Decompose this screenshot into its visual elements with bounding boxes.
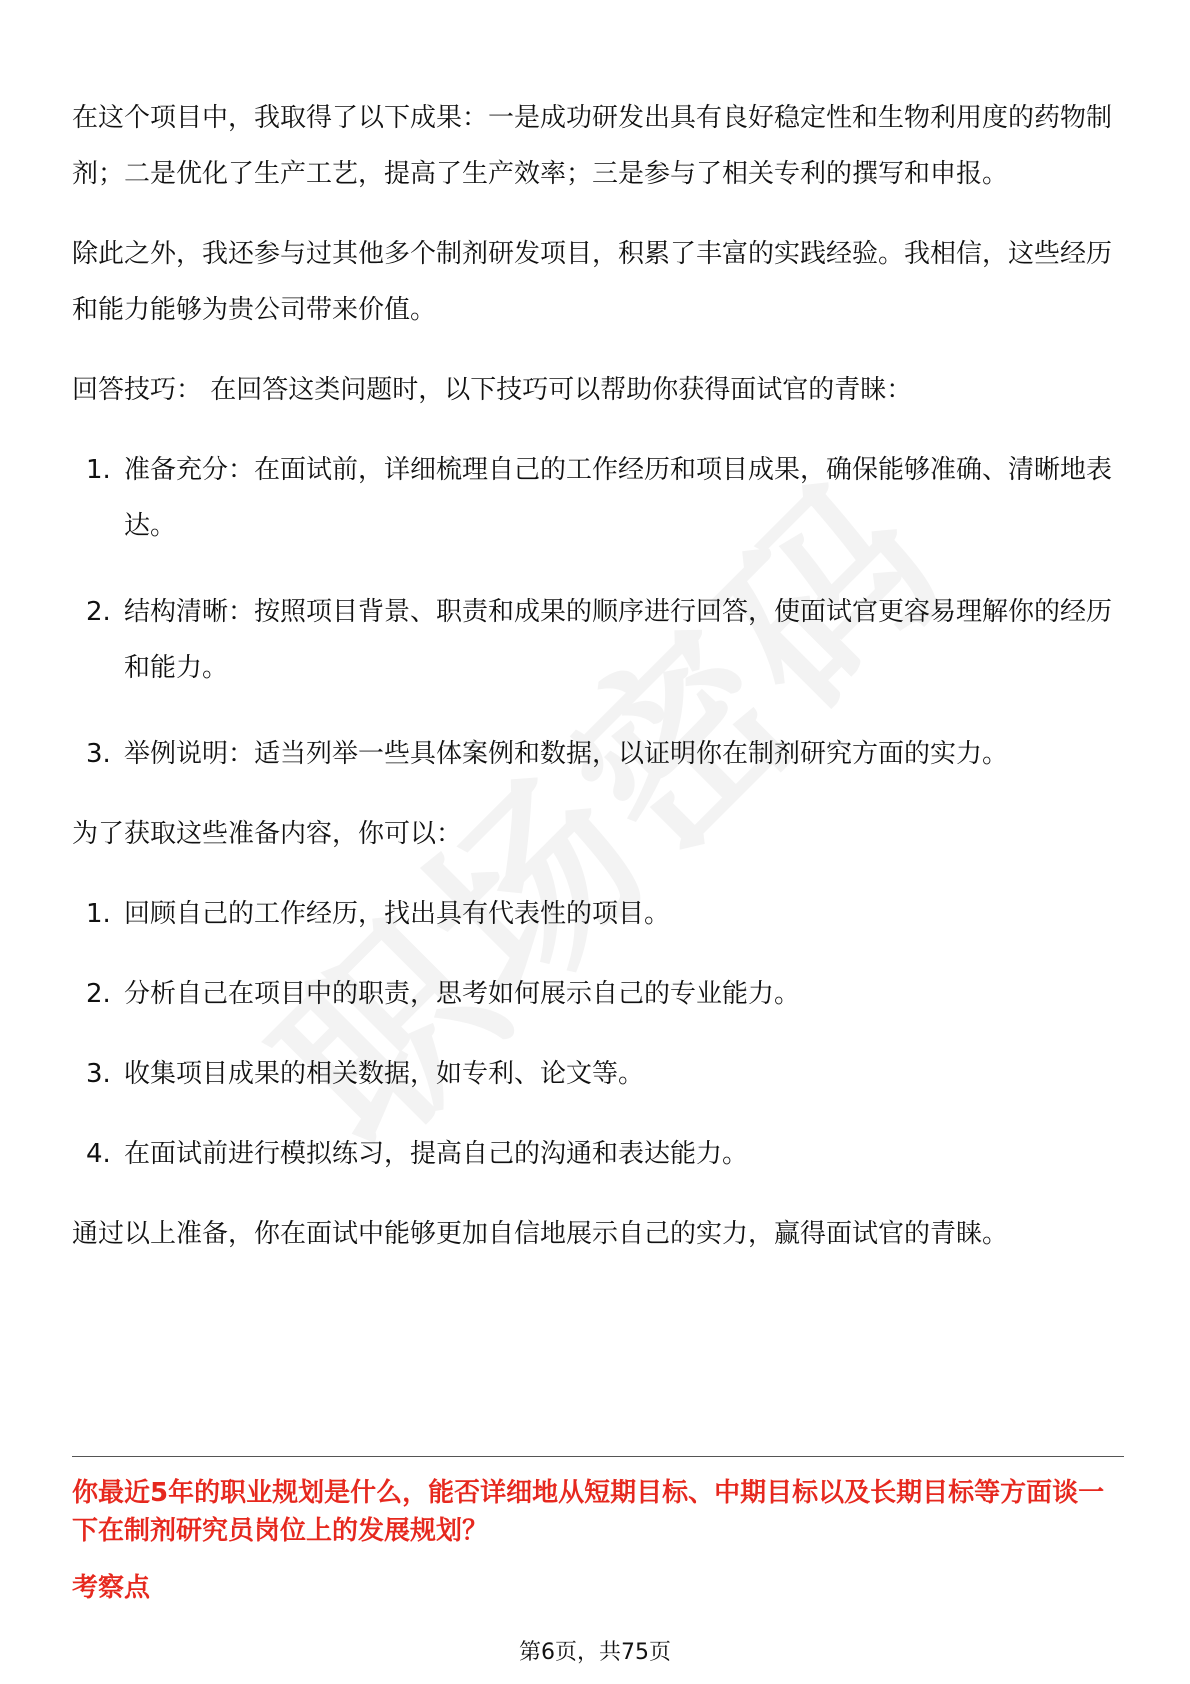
list-text: 分析自己在项目中的职责，思考如何展示自己的专业能力。	[124, 979, 801, 1009]
paragraph-achievements: 在这个项目中，我取得了以下成果：一是成功研发出具有良好稳定性和生物利用度的药物制剂；二是优化了生产工艺，提高了生产效率；三是参与了相关专利的撰写和申报。	[72, 103, 1113, 189]
paragraph-experience: 除此之外，我还参与过其他多个制剂研发项目，积累了丰富的实践经验。我相信，这些经历和能力能够为贵公司带来价值。	[72, 239, 1113, 325]
paragraph-answer-tips: 回答技巧： 在回答这类问题时，以下技巧可以帮助你获得面试官的青睐：	[72, 375, 913, 405]
list-text: 结构清晰：按照项目背景、职责和成果的顺序进行回答，使面试官更容易理解你的经历和能力。	[124, 597, 1113, 683]
list-item	[72, 1046, 1124, 1102]
list-item	[72, 726, 1124, 782]
document-body	[72, 90, 1124, 1286]
list-number: 1.	[86, 899, 111, 929]
list-text: 回顾自己的工作经历，找出具有代表性的项目。	[124, 899, 671, 929]
list-text: 在面试前进行模拟练习，提高自己的沟通和表达能力。	[124, 1139, 749, 1169]
list-number: 4.	[86, 1139, 111, 1169]
list-item	[72, 886, 1124, 942]
list-number: 2.	[86, 979, 111, 1009]
list-text: 举例说明：适当列举一些具体案例和数据，以证明你在制剂研究方面的实力。	[124, 739, 1009, 769]
list-number: 1.	[86, 455, 111, 485]
page-number: 第6页，共75页	[519, 1640, 671, 1665]
interview-question: 你最近5年的职业规划是什么，能否详细地从短期目标、中期目标以及长期目标等方面谈一下在制剂研究员岗位上的发展规划？	[72, 1478, 1105, 1546]
list-text: 收集项目成果的相关数据，如专利、论文等。	[124, 1059, 645, 1089]
prep-list	[72, 886, 1124, 1182]
tips-list	[72, 442, 1124, 782]
list-item	[72, 584, 1124, 696]
list-text: 准备充分：在面试前，详细梳理自己的工作经历和项目成果，确保能够准确、清晰地表达。	[124, 455, 1113, 541]
paragraph-conclusion: 通过以上准备，你在面试中能够更加自信地展示自己的实力，赢得面试官的青睐。	[72, 1219, 1009, 1249]
list-number: 2.	[86, 597, 111, 627]
list-number: 3.	[86, 1059, 111, 1089]
list-number: 3.	[86, 739, 111, 769]
paragraph-prep-intro: 为了获取这些准备内容，你可以：	[72, 819, 463, 849]
section-label-assessment: 考察点	[72, 1573, 151, 1603]
list-item	[72, 966, 1124, 1022]
list-item	[72, 442, 1124, 554]
list-item	[72, 1126, 1124, 1182]
section-divider	[72, 1456, 1124, 1457]
